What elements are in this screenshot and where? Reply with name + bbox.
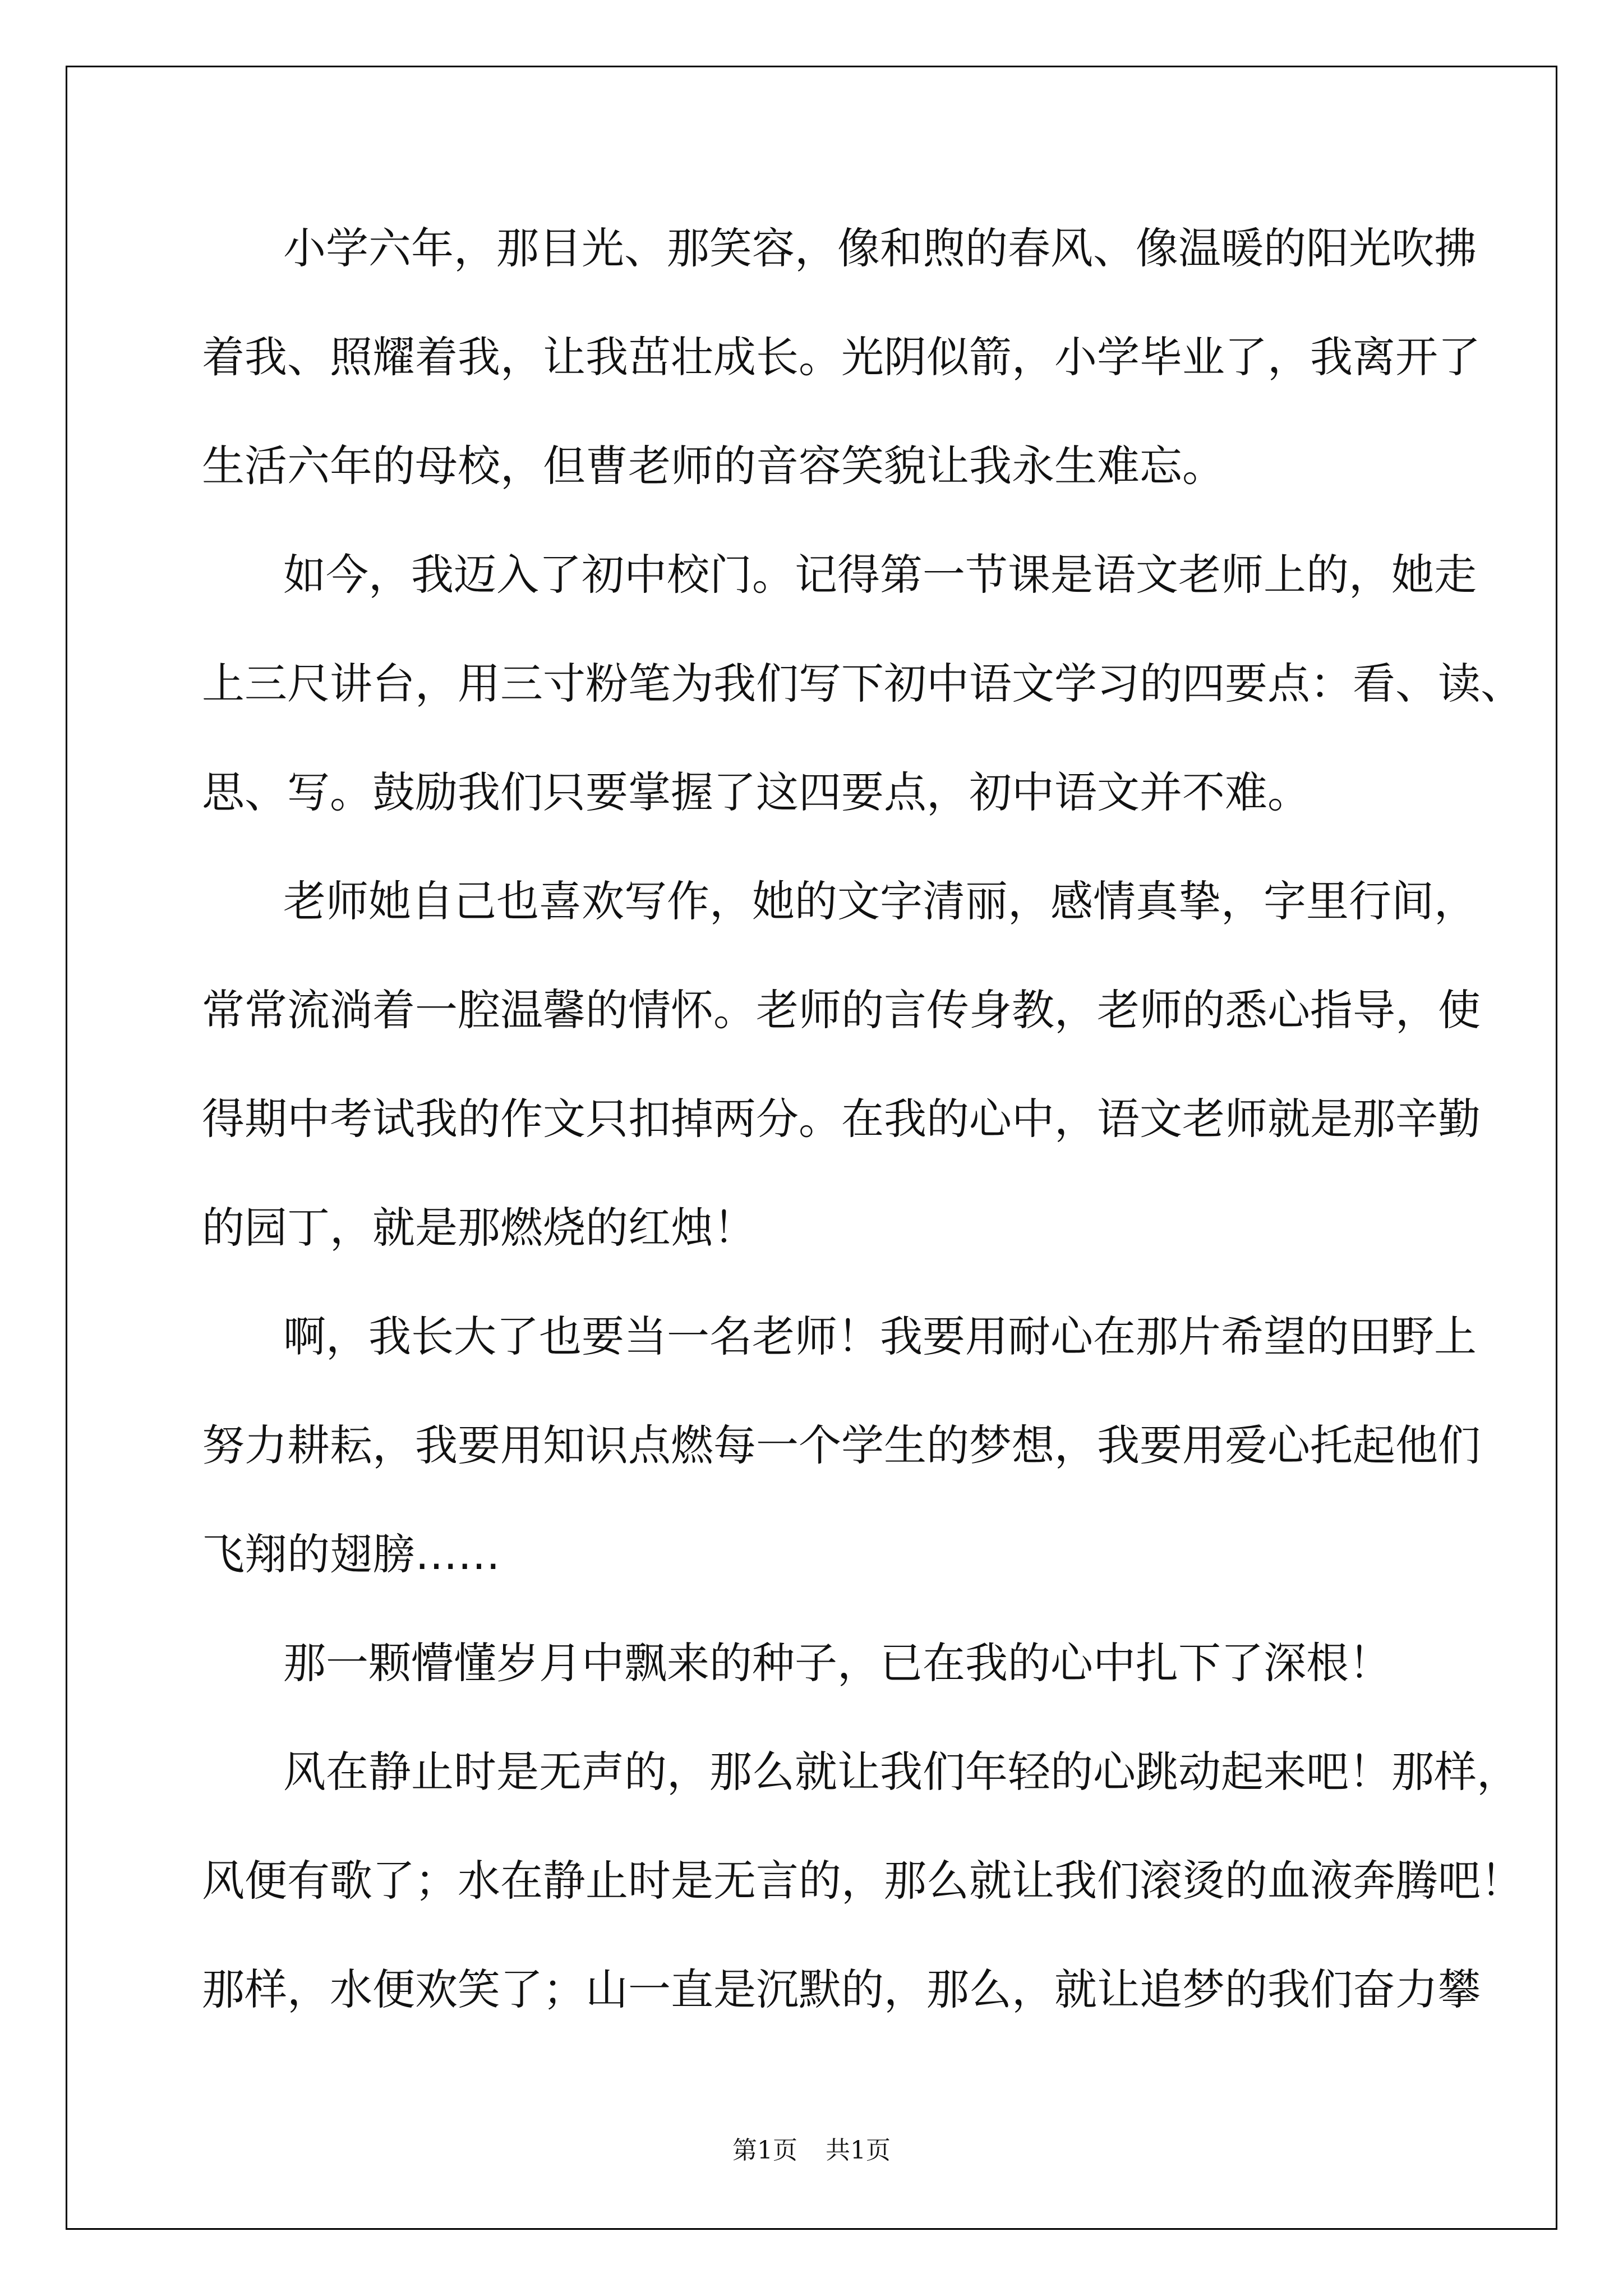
text-line: 常常流淌着一腔温馨的情怀。老师的言传身教，老师的悉心指导，使 (202, 985, 1481, 1035)
text-line: 努力耕耘，我要用知识点燃每一个学生的梦想，我要用爱心托起他们 (202, 1420, 1481, 1470)
text-line: 风便有歌了；水在静止时是无言的，那么就让我们滚烫的血液奔腾吧！ (202, 1856, 1523, 1906)
text-line: 老师她自己也喜欢写作，她的文字清丽，感情真挚，字里行间， (283, 876, 1477, 926)
text-line: 那样，水便欢笑了；山一直是沉默的，那么，就让追梦的我们奋力攀 (202, 1964, 1481, 2014)
text-line: 着我、照耀着我，让我茁壮成长。光阴似箭，小学毕业了，我离开了 (202, 332, 1481, 382)
text-line: 得期中考试我的作文只扣掉两分。在我的心中，语文老师就是那辛勤 (202, 1094, 1481, 1144)
page-footer (0, 2135, 1623, 2166)
text-line: 思、写。鼓励我们只要掌握了这四要点，初中语文并不难。 (202, 767, 1310, 817)
page-number-current: 第1页 (732, 2136, 797, 2165)
text-line: 上三尺讲台，用三寸粉笔为我们写下初中语文学习的四要点：看、读、 (202, 659, 1523, 708)
text-line: 的园丁，就是那燃烧的红烛！ (202, 1203, 756, 1253)
text-line: 飞翔的翅膀…… (202, 1529, 500, 1579)
text-line: 那一颗懵懂岁月中飘来的种子，已在我的心中扎下了深根！ (283, 1638, 1391, 1688)
text-line: 风在静止时是无声的，那么就让我们年轻的心跳动起来吧！那样， (283, 1747, 1519, 1797)
text-line: 啊，我长大了也要当一名老师！我要用耐心在那片希望的田野上 (283, 1312, 1477, 1361)
text-line: 生活六年的母校，但曹老师的音容笑貌让我永生难忘。 (202, 441, 1225, 491)
text-line: 小学六年，那目光、那笑容，像和煦的春风、像温暖的阳光吹拂 (283, 223, 1477, 273)
text-line: 如今，我迈入了初中校门。记得第一节课是语文老师上的，她走 (283, 550, 1477, 600)
page-number-total: 共1页 (826, 2136, 891, 2165)
